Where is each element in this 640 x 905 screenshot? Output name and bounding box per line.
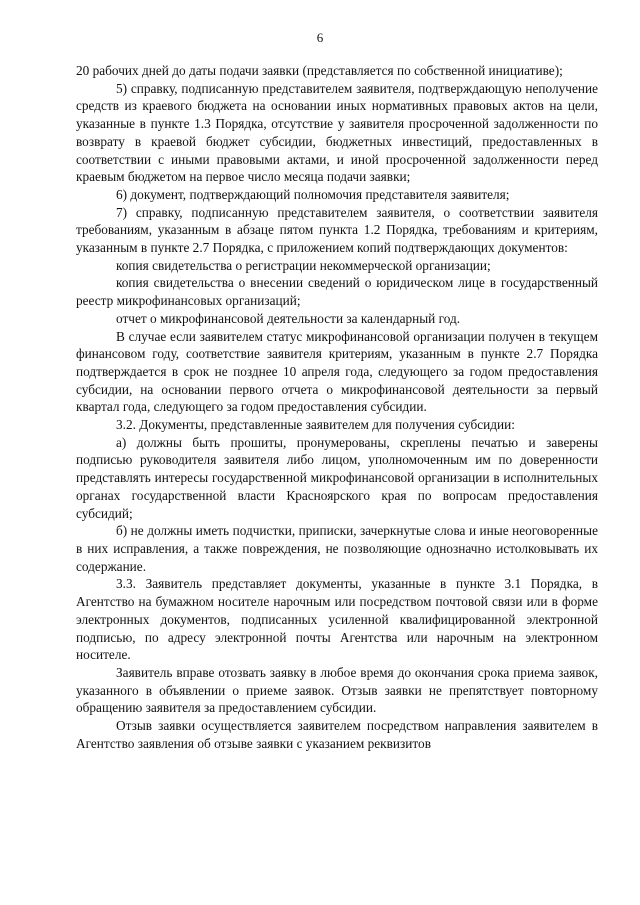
paragraph-withdrawal-procedure: Отзыв заявки осуществляется заявителем посредством направления заявителем в Агентство заявления об отзыве заявки с указанием реквизитов [76,718,598,751]
paragraph-item-6: 6) документ, подтверждающий полномочия представителя заявителя; [116,186,510,202]
paragraph-section-3-2: 3.2. Документы, представленные заявителем для получения субсидии: [116,417,515,433]
paragraph-continuation: 20 рабочих дней до даты подачи заявки (представляется по собственной инициативе); [76,63,563,78]
paragraph-item-7: 7) справку, подписанную представителем заявителя, о соответствии заявителя требованиям, указанным в абзаце пятом пункта 1.2 Порядка, требованиям и критериям, указанным в пункте 2.7 Порядка, с приложением копий подтверждающих документов: [76,204,598,256]
paragraph-registration-copy: копия свидетельства о регистрации некоммерческой организации; [116,257,491,273]
page-number: 6 [316,30,324,45]
document-body [76,62,598,752]
paragraph-item-5: 5) справку, подписанную представителем заявителя, подтверждающую неполучение средств из краевого бюджета на основании иных нормативных правовых актов на цели, указанные в пункте 1.3 Порядка, отсутствие у заявителя просроченной задолженности по возврату в краевой бюджет субсидии, бюджетных инвестиций, предоставленных в соответствии с иными правовыми актами, и иной просроченной задолженности перед краевым бюджетом на первое число месяца подачи заявки; [76,80,598,185]
paragraph-section-3-3: 3.3. Заявитель представляет документы, указанные в пункте 3.1 Порядка, в Агентство на бумажном носителе нарочным или посредством почтовой связи или в форме электронных документов, подписанных усиленной квалифицированной электронной подписью, по адресу электронной почты Агентства или нарочным на электронном носителе. [76,576,598,663]
paragraph-item-a: а) должны быть прошиты, пронумерованы, скреплены печатью и заверены подписью руководителя заявителя либо лицом, уполномоченным им по доверенности представлять интересы государственной микрофинансовой организации в исполнительных органах государственной власти Красноярского края по вопросам предоставления субсидий; [76,434,598,521]
paragraph-registry-copy: копия свидетельства о внесении сведений о юридическом лице в государственный реестр микрофинансовых организаций; [76,275,598,309]
paragraph-annual-report: отчет о микрофинансовой деятельности за календарный год. [116,310,461,326]
paragraph-item-b: б) не должны иметь подчистки, приписки, зачеркнутые слова и иные неоговоренные в них исправления, а также повреждения, не позволяющие однозначно истолковывать их содержание. [76,523,598,574]
paragraph-withdrawal-right: Заявитель вправе отозвать заявку в любое время до окончания срока приема заявок, указанного в объявлении о приеме заявок. Отзыв заявки не препятствует повторному обращению заявителя за предоставлением субсидии. [76,664,598,716]
paragraph-status-case: В случае если заявителем статус микрофинансовой организации получен в текущем финансовом году, соответствие заявителя критериям, указанным в пункте 2.7 Порядка подтверждается в срок не позднее 10 апреля года, следующего за годом предоставления субсидии, на основании первого отчета о микрофинансовой деятельности за первый квартал года, следующего за годом предоставления субсидии. [76,328,598,415]
